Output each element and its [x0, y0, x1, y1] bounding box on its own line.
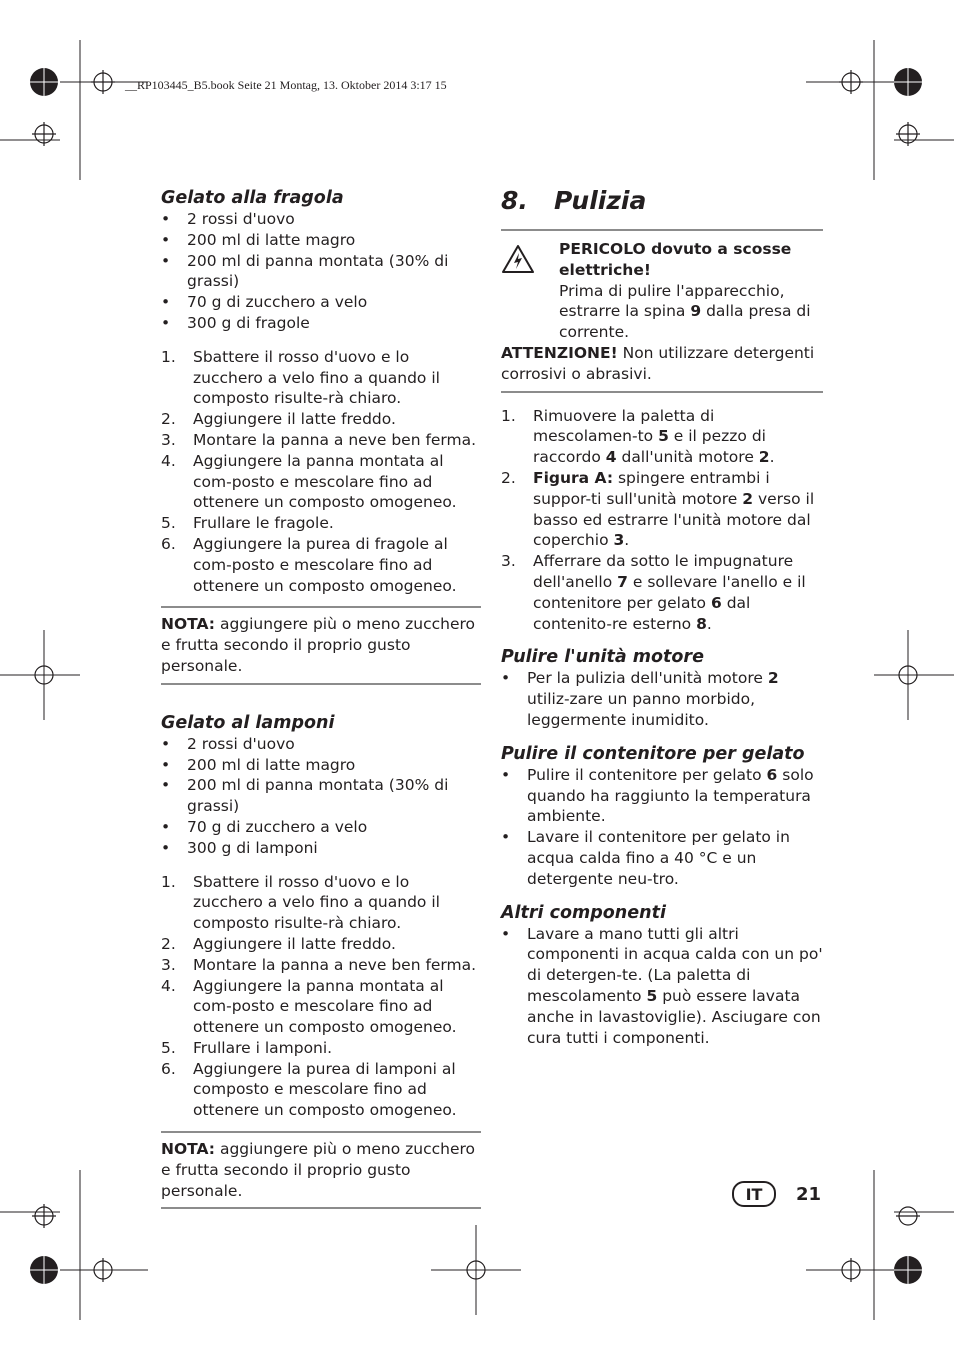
- recipe-title: Gelato alla fragola: [161, 188, 344, 208]
- step-list: [161, 872, 481, 1122]
- left-column: [161, 187, 481, 1209]
- list-item: • Lavare il contenitore per gelato in acqua calda fino a 40 °C e un detergente neu-tro.: [501, 827, 823, 889]
- subsection-title: Pulire l'unità motore: [501, 647, 704, 668]
- recipe-title: Gelato al lamponi: [161, 712, 335, 733]
- note-box: NOTA: aggiungere più o meno zucchero e frutta secondo il proprio gusto personale.: [161, 615, 475, 675]
- list-item: 6. Aggiungere la purea di lamponi al composto e mescolare fino ad ottenere un composto omogeneo.: [161, 1059, 457, 1120]
- electric-hazard-icon: [501, 244, 535, 274]
- list-item: 3. Afferrare da sotto le impugnature dell'anello 7 e sollevare l'anello e il contenitore per gelato 6 dal contenito-re esterno 8.: [501, 552, 806, 633]
- subsection-title: Altri componenti: [501, 902, 666, 923]
- right-column: [501, 187, 823, 1048]
- language-badge: IT: [732, 1181, 776, 1207]
- list-item: • 2 rossi d'uovo: [161, 209, 481, 230]
- list-item: • 70 g di zucchero a velo: [161, 292, 481, 313]
- page-footer: [732, 1181, 821, 1207]
- subsection-title: Pulire il contenitore per gelato: [501, 743, 805, 764]
- list-item: • Pulire il contenitore per gelato 6 solo quando ha raggiunto la temperatura ambiente.: [501, 765, 823, 827]
- list-item: 5. Frullare le fragole.: [161, 514, 334, 533]
- list-item: • 200 ml di latte magro: [161, 230, 481, 251]
- section-title: 8. Pulizia: [501, 186, 647, 215]
- warning-box: PERICOLO dovuto a scosse elettriche! Prima di pulire l'apparecchio, estrarre la spina 9 dalla presa di corrente.: [501, 231, 823, 343]
- list-item: • 300 g di fragole: [161, 313, 481, 334]
- list-item: 3. Montare la panna a neve ben ferma.: [161, 430, 477, 449]
- list-item: 2. Figura A: spingere entrambi i suppor-ti sull'unità motore 2 verso il basso ed estrarre l'unità motore dal coperchio 3.: [501, 468, 815, 550]
- step-list: [501, 406, 823, 635]
- list-item: • 200 ml di panna montata (30% di grassi): [161, 251, 481, 293]
- list-item: 1. Sbattere il rosso d'uovo e lo zucchero a velo fino a quando il composto risulte-rà chiaro.: [161, 872, 440, 933]
- warning-title: PERICOLO dovuto a scosse elettriche!: [559, 240, 792, 279]
- list-item: • 300 g di lamponi: [161, 838, 481, 859]
- list-item: 4. Aggiungere la panna montata al com-posto e mescolare fino ad ottenere un composto omogeneo.: [161, 451, 457, 512]
- attention-note: ATTENZIONE! Non utilizzare detergenti corrosivi o abrasivi.: [501, 343, 815, 383]
- bullet-list: [501, 924, 823, 1049]
- divider: [161, 1207, 481, 1209]
- list-item: • 200 ml di panna montata (30% di grassi): [161, 775, 481, 817]
- list-item: • 200 ml di latte magro: [161, 755, 481, 776]
- step-list: [161, 347, 481, 597]
- list-item: 2. Aggiungere il latte freddo.: [161, 410, 396, 429]
- note-box: NOTA: aggiungere più o meno zucchero e frutta secondo il proprio gusto personale.: [161, 1140, 475, 1200]
- bullet-list: [501, 668, 823, 730]
- list-item: 2. Aggiungere il latte freddo.: [161, 934, 396, 953]
- list-item: • 70 g di zucchero a velo: [161, 817, 481, 838]
- page-number: 21: [796, 1183, 822, 1205]
- list-item: 1. Rimuovere la paletta di mescolamen-to 5 e il pezzo di raccordo 4 dall'unità motore 2.: [501, 406, 775, 467]
- list-item: • Per la pulizia dell'unità motore 2 utiliz-zare un panno morbido, leggermente inumidito.: [501, 668, 823, 730]
- file-info-header: __RP103445_B5.book Seite 21 Montag, 13. Oktober 2014 3:17 15: [125, 78, 447, 92]
- list-item: • 2 rossi d'uovo: [161, 734, 481, 755]
- list-item: 1. Sbattere il rosso d'uovo e lo zucchero a velo fino a quando il composto risulte-rà chiaro.: [161, 347, 440, 408]
- list-item: 3. Montare la panna a neve ben ferma.: [161, 955, 477, 974]
- list-item: 5. Frullare i lamponi.: [161, 1038, 333, 1057]
- list-item: 6. Aggiungere la purea di fragole al com-posto e mescolare fino ad ottenere un composto omogeneo.: [161, 534, 457, 595]
- list-item: • Lavare a mano tutti gli altri componenti in acqua calda con un po' di detergen-te. (La paletta di mescolamento 5 può essere lavata anche in lavastoviglie). Asciugare con cura tutti i componenti.: [501, 924, 823, 1049]
- ingredient-list: [161, 734, 481, 859]
- bullet-list: [501, 765, 823, 890]
- list-item: 4. Aggiungere la panna montata al com-posto e mescolare fino ad ottenere un composto omogeneo.: [161, 976, 457, 1037]
- ingredient-list: [161, 209, 481, 334]
